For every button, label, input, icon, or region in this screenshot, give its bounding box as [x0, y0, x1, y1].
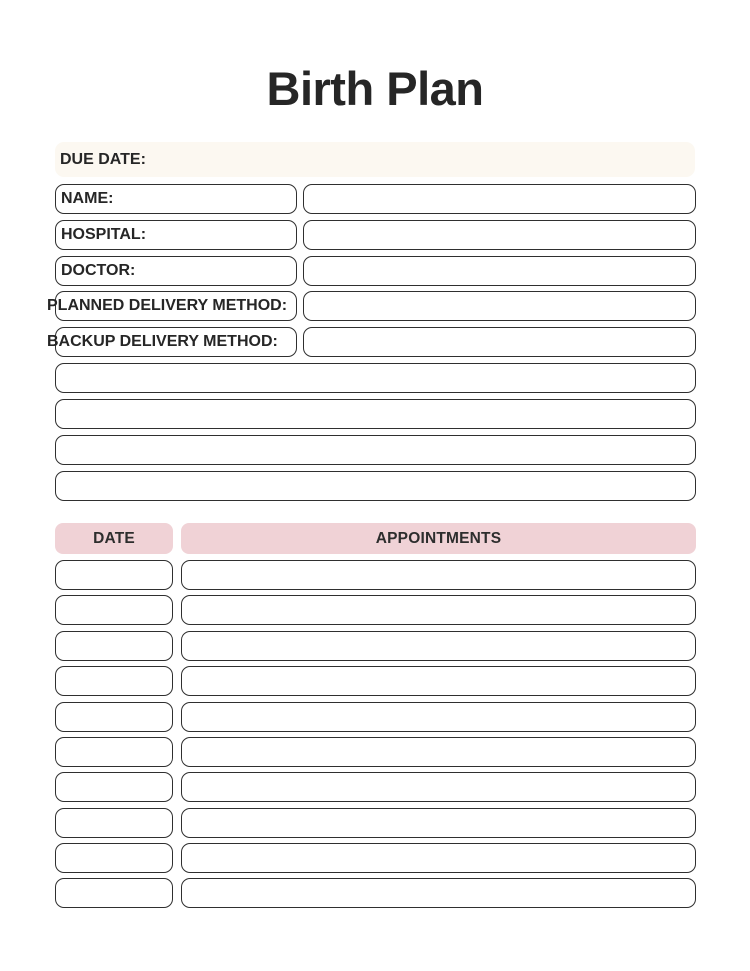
hospital-label-box — [55, 220, 297, 250]
page-title: Birth Plan — [266, 62, 484, 115]
notes-line[interactable] — [55, 399, 696, 429]
appointment-cell[interactable] — [181, 737, 696, 767]
doctor-label-box — [55, 256, 297, 286]
doctor-label: DOCTOR: — [61, 262, 136, 279]
appointment-cell[interactable] — [181, 808, 696, 838]
appointment-cell[interactable] — [181, 595, 696, 625]
appointment-cell[interactable] — [181, 702, 696, 732]
date-cell[interactable] — [55, 702, 173, 732]
appointment-cell[interactable] — [181, 560, 696, 590]
date-cell[interactable] — [55, 878, 173, 908]
date-cell[interactable] — [55, 631, 173, 661]
backup-delivery-method-label: BACKUP DELIVERY METHOD: — [47, 333, 278, 350]
planned-delivery-method-field[interactable] — [303, 291, 696, 321]
date-column-header: DATE — [55, 523, 173, 554]
hospital-label: HOSPITAL: — [61, 226, 147, 243]
due-date-band — [55, 142, 695, 177]
appointment-cell[interactable] — [181, 631, 696, 661]
date-cell[interactable] — [55, 808, 173, 838]
appointment-cell[interactable] — [181, 772, 696, 802]
hospital-field[interactable] — [303, 220, 696, 250]
date-cell[interactable] — [55, 843, 173, 873]
due-date-label: DUE DATE: — [60, 150, 146, 168]
date-cell[interactable] — [55, 560, 173, 590]
notes-line[interactable] — [55, 363, 696, 393]
date-cell[interactable] — [55, 737, 173, 767]
appointment-cell[interactable] — [181, 843, 696, 873]
backup-delivery-method-label-box — [47, 327, 297, 357]
name-label-box — [55, 184, 297, 214]
due-date-field[interactable] — [146, 142, 695, 177]
backup-delivery-method-field[interactable] — [303, 327, 696, 357]
planned-delivery-method-label: PLANNED DELIVERY METHOD: — [47, 297, 288, 314]
appointments-column-header: APPOINTMENTS — [181, 523, 696, 554]
appointment-cell[interactable] — [181, 666, 696, 696]
date-cell[interactable] — [55, 595, 173, 625]
date-cell[interactable] — [55, 666, 173, 696]
date-cell[interactable] — [55, 772, 173, 802]
doctor-field[interactable] — [303, 256, 696, 286]
notes-line[interactable] — [55, 435, 696, 465]
name-label: NAME: — [61, 190, 114, 207]
planned-delivery-method-label-box — [47, 291, 297, 321]
notes-line[interactable] — [55, 471, 696, 501]
name-field[interactable] — [303, 184, 696, 214]
appointment-cell[interactable] — [181, 878, 696, 908]
